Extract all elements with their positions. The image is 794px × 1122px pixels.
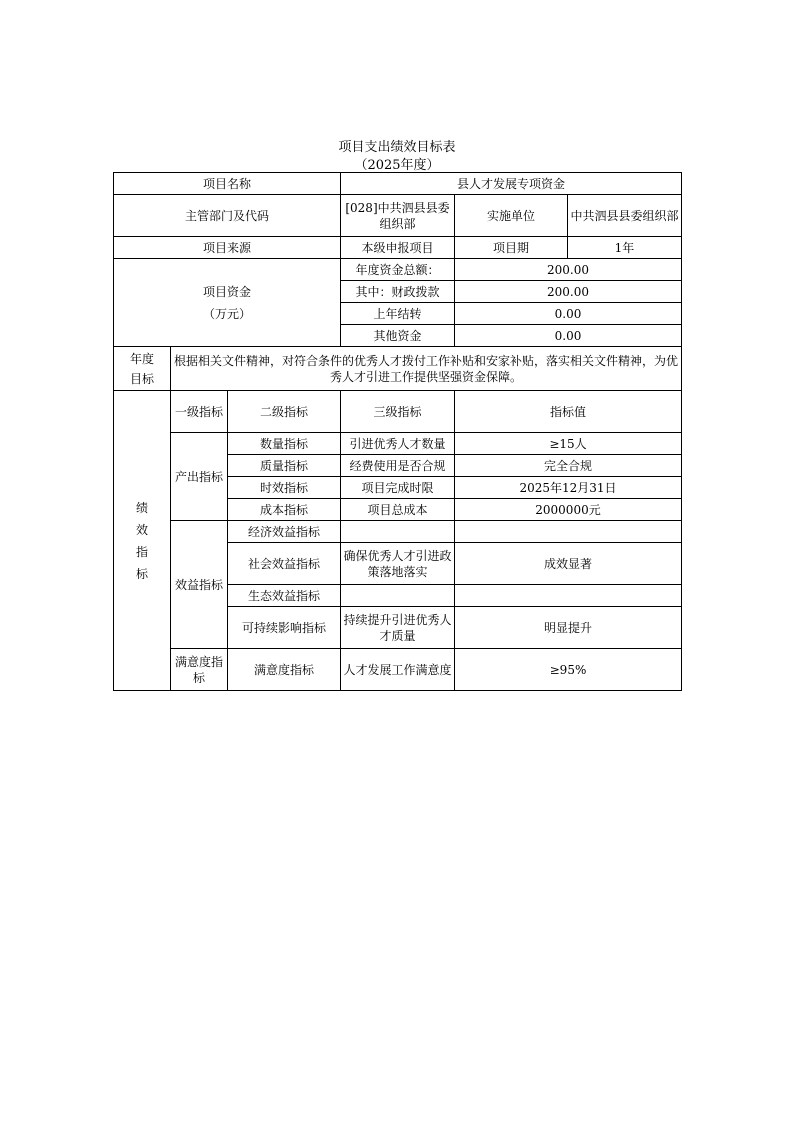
funds-label: 项目资金 bbox=[202, 284, 251, 299]
funds-other-label: 其他资金 bbox=[341, 325, 455, 347]
indicator-value: 2025年12月31日 bbox=[455, 477, 682, 499]
funds-total-label: 年度资金总额： bbox=[341, 259, 455, 281]
perf-label-char: 标 bbox=[135, 566, 148, 581]
row-source bbox=[114, 237, 682, 259]
funds-fiscal-value: 200.00 bbox=[455, 281, 682, 303]
funds-fiscal-label: 其中：财政拨款 bbox=[341, 281, 455, 303]
indicator-value: ≥15人 bbox=[455, 433, 682, 455]
indicator-value: 完全合规 bbox=[455, 455, 682, 477]
project-name-value: 县人才发展专项资金 bbox=[341, 173, 682, 195]
indicator-level3 bbox=[341, 521, 455, 543]
indicator-value: 2000000元 bbox=[455, 499, 682, 521]
impl-label: 实施单位 bbox=[455, 195, 568, 237]
funds-carry-value: 0.00 bbox=[455, 303, 682, 325]
table-row bbox=[114, 433, 682, 455]
benefit-label: 效益指标 bbox=[171, 521, 228, 649]
indicator-level3: 引进优秀人才数量 bbox=[341, 433, 455, 455]
perf-label-cell bbox=[114, 391, 171, 691]
indicator-level2: 可持续影响指标 bbox=[228, 607, 341, 649]
indicator-value: 明显提升 bbox=[455, 607, 682, 649]
indicator-level3: 项目总成本 bbox=[341, 499, 455, 521]
impl-value: 中共泗县县委组织部 bbox=[568, 195, 682, 237]
period-value: 1年 bbox=[568, 237, 682, 259]
satisfaction-label: 满意度指标 bbox=[171, 649, 228, 691]
table-row bbox=[114, 649, 682, 691]
goal-label-1: 年度 bbox=[129, 351, 154, 366]
indicator-level2: 生态效益指标 bbox=[228, 585, 341, 607]
row-project-name bbox=[114, 173, 682, 195]
project-name-label: 项目名称 bbox=[114, 173, 341, 195]
indicator-level2: 成本指标 bbox=[228, 499, 341, 521]
indicator-level3: 人才发展工作满意度 bbox=[341, 649, 455, 691]
header-level2: 二级指标 bbox=[228, 391, 341, 433]
header-level1: 一级指标 bbox=[171, 391, 228, 433]
perf-label-char: 绩 bbox=[135, 500, 148, 515]
goal-label-2: 目标 bbox=[129, 371, 154, 386]
table-year: （2025年度） bbox=[354, 158, 440, 173]
row-department bbox=[114, 195, 682, 237]
indicator-level2: 经济效益指标 bbox=[228, 521, 341, 543]
row-funds-total bbox=[114, 259, 682, 281]
perf-label-char: 效 bbox=[135, 522, 148, 537]
table-row bbox=[114, 521, 682, 543]
indicator-level3: 确保优秀人才引进政策落地落实 bbox=[341, 543, 455, 585]
indicator-level2: 时效指标 bbox=[228, 477, 341, 499]
indicator-value: ≥95% bbox=[455, 649, 682, 691]
funds-unit: （万元） bbox=[202, 306, 251, 321]
indicator-level3: 项目完成时限 bbox=[341, 477, 455, 499]
indicator-level2: 质量指标 bbox=[228, 455, 341, 477]
funds-carry-label: 上年结转 bbox=[341, 303, 455, 325]
indicator-level3: 持续提升引进优秀人才质量 bbox=[341, 607, 455, 649]
indicator-level3 bbox=[341, 585, 455, 607]
row-annual-goal bbox=[114, 347, 682, 391]
perf-label-char: 指 bbox=[135, 544, 148, 559]
row-indicator-header bbox=[114, 391, 682, 433]
indicator-value bbox=[455, 585, 682, 607]
funds-total-value: 200.00 bbox=[455, 259, 682, 281]
funds-other-value: 0.00 bbox=[455, 325, 682, 347]
output-label: 产出指标 bbox=[171, 433, 228, 521]
table-title: 项目支出绩效目标表 bbox=[338, 140, 456, 155]
indicator-value: 成效显著 bbox=[455, 543, 682, 585]
header-value: 指标值 bbox=[455, 391, 682, 433]
performance-table bbox=[113, 172, 682, 691]
indicator-level3: 经费使用是否合规 bbox=[341, 455, 455, 477]
dept-label: 主管部门及代码 bbox=[114, 195, 341, 237]
goal-text: 根据相关文件精神，对符合条件的优秀人才拨付工作补贴和安家补贴，落实相关文件精神，为优秀人才引进工作提供坚强资金保障。 bbox=[171, 347, 682, 391]
indicator-level2: 社会效益指标 bbox=[228, 543, 341, 585]
source-value: 本级申报项目 bbox=[341, 237, 455, 259]
goal-label-cell bbox=[114, 347, 171, 391]
dept-value: [028]中共泗县县委组织部 bbox=[341, 195, 455, 237]
header-level3: 三级指标 bbox=[341, 391, 455, 433]
source-label: 项目来源 bbox=[114, 237, 341, 259]
indicator-level2: 数量指标 bbox=[228, 433, 341, 455]
indicator-level2: 满意度指标 bbox=[228, 649, 341, 691]
funds-label-cell bbox=[114, 259, 341, 347]
period-label: 项目期 bbox=[455, 237, 568, 259]
indicator-value bbox=[455, 521, 682, 543]
